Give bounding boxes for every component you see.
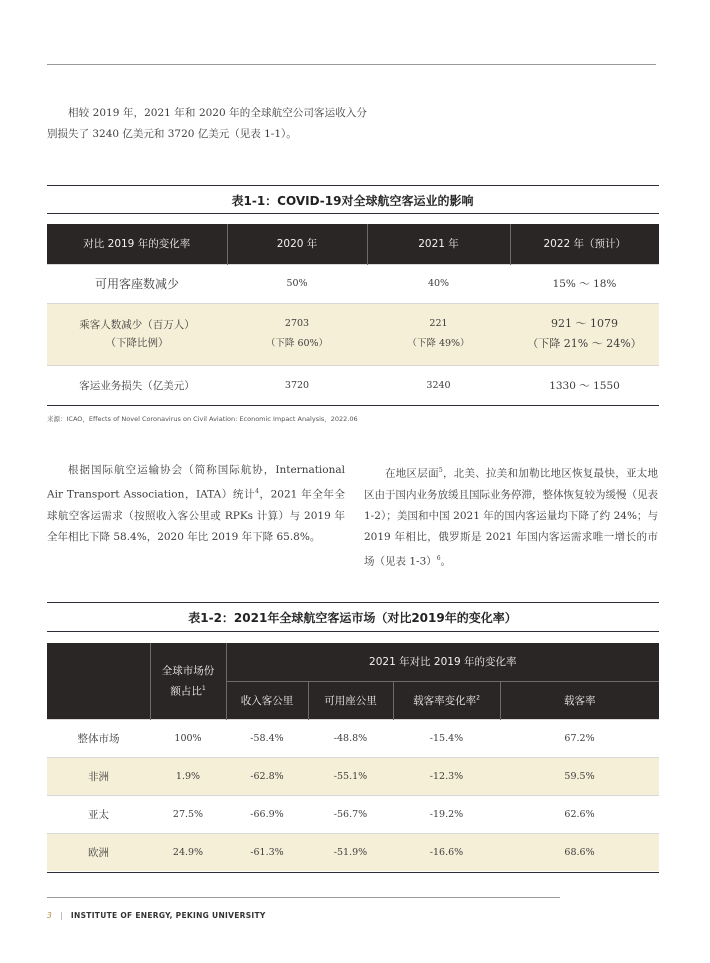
table-row [47, 833, 659, 871]
table-cell: 221 （下降 49%） [367, 303, 510, 365]
table2-subheader: 收入客公里 [226, 681, 308, 719]
table-cell: 100% [150, 719, 226, 757]
table-cell: 1.9% [150, 757, 226, 795]
page-footer [47, 911, 266, 920]
table-cell: -62.8% [226, 757, 308, 795]
table-cell: -58.4% [226, 719, 308, 757]
table-cell: 3240 [367, 365, 510, 405]
left-paragraph: 根据国际航空运输协会（简称国际航协，International Air Transport Association，IATA）统计$^4$，2021 年全年全球航空客运需求（按照收入客公里或 RPKs 计算）与 2019 年全年相比下降 58.4%，2020 年比 2019 年下降 65.8%。 [47, 464, 345, 543]
footnote-ref: 4 [255, 488, 259, 495]
row-label: 非洲 [47, 757, 150, 795]
table-row [47, 264, 659, 303]
table-cell: -19.2% [393, 795, 500, 833]
table-cell: 68.6% [500, 833, 659, 871]
row-label: 整体市场 [47, 719, 150, 757]
table-cell: 62.6% [500, 795, 659, 833]
footer-separator: | [60, 911, 63, 920]
table2-bottom-rule [47, 872, 659, 873]
table-cell: 24.9% [150, 833, 226, 871]
table1-header: 2022 年（预计） [510, 224, 659, 264]
table-cell: -66.9% [226, 795, 308, 833]
table-cell: -16.6% [393, 833, 500, 871]
table1-header-row [47, 224, 659, 264]
table2-subheader: 载客率变化率$^2$ [393, 681, 500, 719]
table2-subheader: 可用座公里 [308, 681, 393, 719]
footer-rule [47, 897, 560, 898]
table-cell: -56.7% [308, 795, 393, 833]
row-label: 可用客座数减少 [47, 264, 227, 303]
table-cell: 50% [227, 264, 367, 303]
table-row [47, 719, 659, 757]
row-label: 客运业务损失（亿美元） [47, 365, 227, 405]
right-paragraph: 在地区层面$^5$，北美、拉美和加勒比地区恢复最快，亚太地区由于国内业务放缓且国际业务停滞，整体恢复较为缓慢（见表 1-2）；美国和中国 2021 年的国内客运量均下降了约 24%；与 2019 年相比，俄罗斯是 2021 年国内客运需求唯一增长的市场（见表 1-3）$^6$。 [364, 467, 659, 567]
table2-header-row [47, 643, 659, 681]
table-cell: 27.5% [150, 795, 226, 833]
table-cell: 59.5% [500, 757, 659, 795]
top-rule [47, 64, 656, 65]
table-cell: 2703 （下降 60%） [227, 303, 367, 365]
intro-paragraph: 相较 2019 年，2021 年和 2020 年的全球航空公司客运收入分别损失了 3240 亿美元和 3720 亿美元（见表 1-1）。 [47, 107, 367, 140]
table-cell: -48.8% [308, 719, 393, 757]
table-cell: -51.9% [308, 833, 393, 871]
footnote-ref: 5 [438, 467, 443, 474]
footnote-ref: 6 [436, 554, 441, 562]
table2-corner-header [47, 643, 150, 719]
table2-group-header: 2021 年对比 2019 年的变化率 [226, 643, 659, 681]
table2-top-rule [47, 602, 659, 603]
table1-title-rule [47, 213, 659, 214]
footnote-ref: 2 [476, 694, 480, 701]
footnote-ref: 1 [201, 684, 206, 692]
table-cell: 921 ～ 1079 （下降 21% ～ 24%） [510, 303, 659, 365]
table-cell: 67.2% [500, 719, 659, 757]
table2-share-header: 全球市场份 额占比$^1$ [150, 643, 226, 719]
table-row [47, 757, 659, 795]
table2-title-rule [47, 631, 659, 632]
table2 [47, 643, 659, 871]
table-cell: -55.1% [308, 757, 393, 795]
table1-top-rule [47, 185, 659, 186]
table-cell: 40% [367, 264, 510, 303]
row-label: 乘客人数减少（百万人） （下降比例） [47, 303, 227, 365]
table-row [47, 795, 659, 833]
table-row [47, 365, 659, 405]
table-cell: -61.3% [226, 833, 308, 871]
table1 [47, 224, 659, 405]
footer-institution: INSTITUTE OF ENERGY, PEKING UNIVERSITY [70, 911, 266, 920]
row-label: 欧洲 [47, 833, 150, 871]
table-cell: 3720 [227, 365, 367, 405]
table-cell: -15.4% [393, 719, 500, 757]
table-row [47, 303, 659, 365]
table1-header: 2020 年 [227, 224, 367, 264]
row-label: 亚太 [47, 795, 150, 833]
table1-header: 2021 年 [367, 224, 510, 264]
table-cell: 1330 ～ 1550 [510, 365, 659, 405]
table1-source: 来源：ICAO，Effects of Novel Coronavirus on Civil Aviation: Economic Impact Analysis，2022.06 [47, 415, 358, 423]
table1-header: 对比 2019 年的变化率 [47, 224, 227, 264]
table-cell: -12.3% [393, 757, 500, 795]
table2-title: 表1-2：2021年全球航空客运市场（对比2019年的变化率） [188, 611, 517, 625]
table1-title: 表1-1：COVID-19对全球航空客运业的影响 [231, 194, 474, 208]
page-number: 3 [47, 911, 53, 920]
table2-subheader: 载客率 [500, 681, 659, 719]
table1-bottom-rule [47, 405, 659, 406]
table-cell: 15% ～ 18% [510, 264, 659, 303]
